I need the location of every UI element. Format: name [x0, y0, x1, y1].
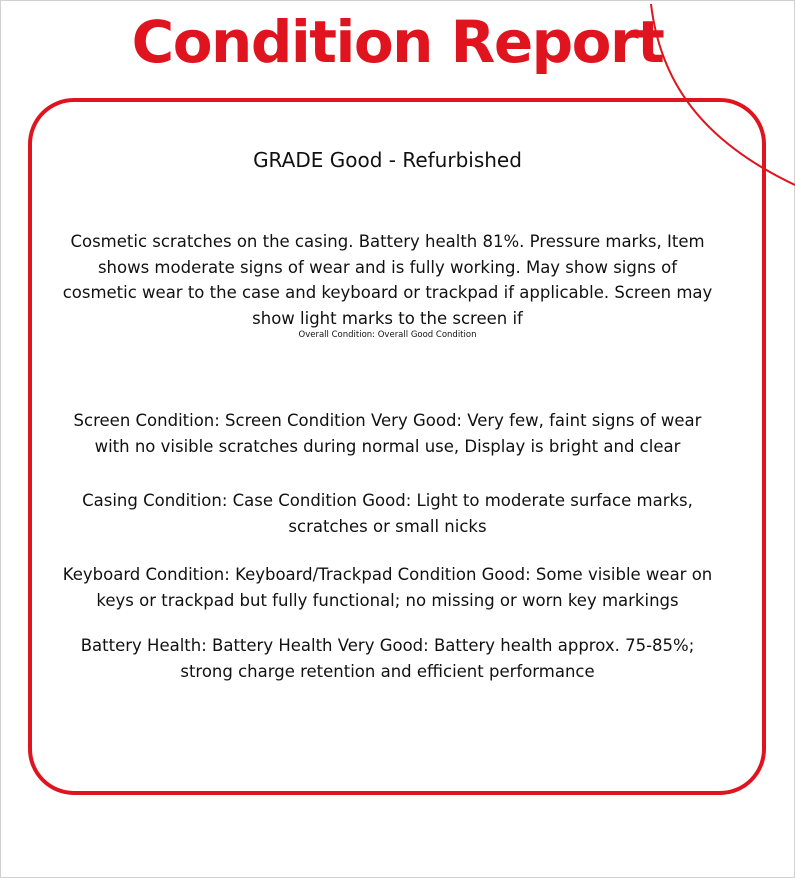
overall-condition: Overall Condition: Overall Good Condition — [298, 330, 477, 340]
screen-condition: Screen Condition: Screen Condition Very Good: Very few, faint signs of wear with no visible scratches during normal use, Display is bright and clear — [73, 411, 702, 456]
grade-heading: GRADE Good - Refurbished — [253, 148, 522, 172]
keyboard-condition: Keyboard Condition: Keyboard/Trackpad Condition Good: Some visible wear on keys or trackpad but fully functional; no missing or worn key markings — [62, 565, 713, 610]
casing-condition: Casing Condition: Case Condition Good: Light to moderate surface marks, scratches or small nicks — [82, 491, 693, 536]
report-title: Condition Report — [131, 8, 664, 76]
condition-description: Cosmetic scratches on the casing. Battery health 81%. Pressure marks, Item shows moderate signs of wear and is fully working. May show signs of cosmetic wear to the case and keyboard or trackpad if applicable. Screen may show light marks to the screen if — [62, 232, 713, 328]
battery-health: Battery Health: Battery Health Very Good: Battery health approx. 75-85%; strong charge retention and efficient performance — [80, 636, 695, 681]
